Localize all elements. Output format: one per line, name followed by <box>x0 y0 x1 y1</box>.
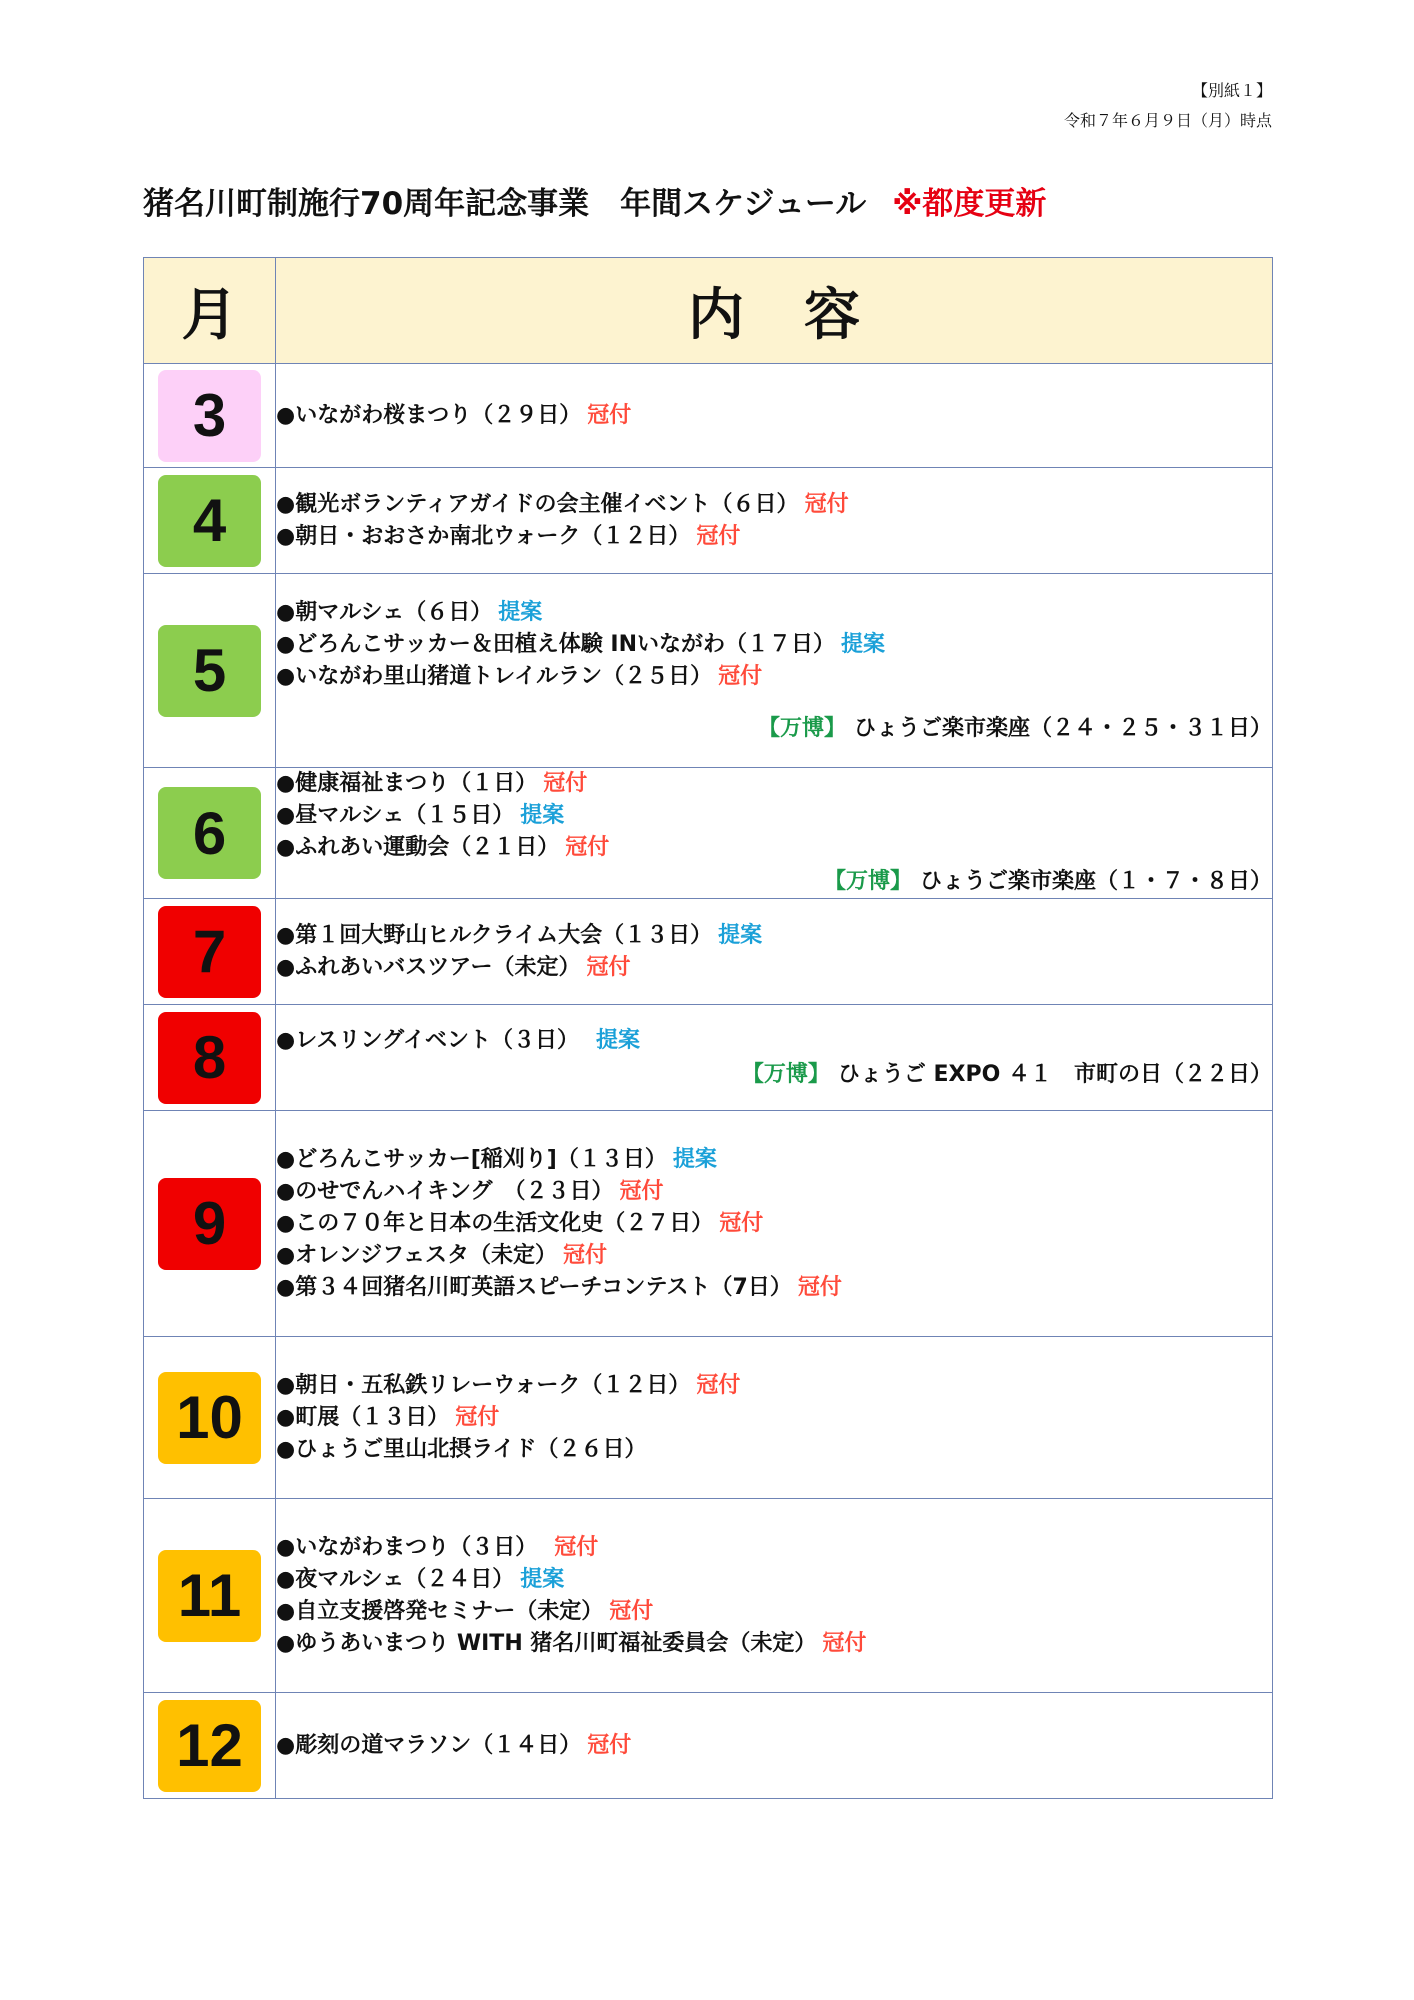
event-text: ●彫刻の道マラソン（１４日） <box>276 1732 582 1758</box>
event-text: ●いながわ桜まつり（２９日） <box>276 402 582 428</box>
content-cell <box>276 574 1273 768</box>
month-cell <box>144 768 276 899</box>
kanmuri-tag: 冠付 <box>719 1210 764 1236</box>
header-row <box>144 258 1273 364</box>
content-cell <box>276 468 1273 574</box>
expo-event <box>276 1059 1272 1091</box>
schedule-row <box>144 1005 1273 1111</box>
content-cell <box>276 1499 1273 1693</box>
event-text: ●第１回大野山ヒルクライム大会（１３日） <box>276 922 713 948</box>
kanmuri-tag: 冠付 <box>804 491 849 517</box>
month-badge: 10 <box>158 1372 261 1464</box>
event-item <box>276 1730 1272 1762</box>
event-item <box>276 768 1272 800</box>
event-text: ●朝日・おおさか南北ウォーク（１２日） <box>276 523 691 549</box>
teian-tag: 提案 <box>672 1146 717 1172</box>
event-item <box>276 629 1272 661</box>
month-cell <box>144 1693 276 1799</box>
month-cell <box>144 899 276 1005</box>
schedule-body <box>144 258 1273 1799</box>
event-item <box>276 1025 1272 1057</box>
event-item <box>276 1434 1272 1466</box>
kanmuri-tag: 冠付 <box>797 1274 842 1300</box>
content-cell <box>276 899 1273 1005</box>
content-cell <box>276 1111 1273 1337</box>
expo-event <box>276 713 1272 745</box>
header-month: 月 <box>144 258 276 364</box>
schedule-row <box>144 468 1273 574</box>
month-badge: 8 <box>158 1012 261 1104</box>
month-badge: 11 <box>158 1550 261 1642</box>
content-cell <box>276 364 1273 468</box>
event-item <box>276 1208 1272 1240</box>
event-text: ●どろんこサッカー[稲刈り]（１３日） <box>276 1146 667 1172</box>
event-item <box>276 1402 1272 1434</box>
event-item <box>276 661 1272 693</box>
event-text: ●夜マルシェ（２４日） <box>276 1566 515 1592</box>
event-item <box>276 952 1272 984</box>
teian-tag: 提案 <box>498 599 543 625</box>
annex-date: 令和７年６月９日（月）時点 <box>1063 111 1272 130</box>
month-badge: 7 <box>158 906 261 998</box>
month-badge: 12 <box>158 1700 261 1792</box>
expo-label: 【万博】 <box>757 715 846 741</box>
teian-tag: 提案 <box>520 803 565 828</box>
event-item <box>276 400 1272 432</box>
event-item <box>276 1564 1272 1596</box>
event-item <box>276 1628 1272 1660</box>
event-text: ●朝マルシェ（６日） <box>276 599 493 625</box>
schedule-row <box>144 574 1273 768</box>
title-main: 猪名川町制施行70周年記念事業 年間スケジュール <box>143 186 867 222</box>
annex-block <box>1064 76 1272 136</box>
event-item <box>276 1272 1272 1304</box>
schedule-table <box>143 257 1273 1799</box>
event-text: ●ゆうあいまつり WITH 猪名川町福祉委員会（未定） <box>276 1630 817 1656</box>
month-cell <box>144 468 276 574</box>
title-note: ※都度更新 <box>892 186 1047 222</box>
event-item <box>276 489 1272 521</box>
month-cell <box>144 364 276 468</box>
event-text: ●いながわ里山猪道トレイルラン（２５日） <box>276 663 713 689</box>
event-text: ●自立支援啓発セミナー（未定） <box>276 1598 604 1624</box>
teian-tag: 提案 <box>841 631 886 657</box>
kanmuri-tag: 冠付 <box>696 523 741 549</box>
kanmuri-tag: 冠付 <box>718 663 763 689</box>
schedule-row <box>144 1111 1273 1337</box>
teian-tag: 提案 <box>718 922 763 948</box>
month-badge: 6 <box>158 787 261 879</box>
kanmuri-tag: 冠付 <box>543 771 588 796</box>
event-item <box>276 1240 1272 1272</box>
kanmuri-tag: 冠付 <box>587 1732 632 1758</box>
event-text: ●レスリングイベント（３日） <box>276 1027 590 1053</box>
event-text: ●朝日・五私鉄リレーウォーク（１２日） <box>276 1372 691 1398</box>
schedule-row <box>144 1693 1273 1799</box>
kanmuri-tag: 冠付 <box>619 1178 664 1204</box>
header-content: 内容 <box>276 258 1273 364</box>
event-item <box>276 832 1272 864</box>
content-cell <box>276 1693 1273 1799</box>
event-text: ●昼マルシェ（１５日） <box>276 803 515 828</box>
expo-event <box>276 866 1272 898</box>
schedule-row <box>144 1337 1273 1499</box>
expo-text: ひょうご EXPO ４１ 市町の日（２２日） <box>837 1061 1272 1087</box>
event-item <box>276 1532 1272 1564</box>
kanmuri-tag: 冠付 <box>822 1630 867 1656</box>
content-cell <box>276 1337 1273 1499</box>
month-cell <box>144 1337 276 1499</box>
expo-label: 【万博】 <box>741 1061 830 1087</box>
event-item <box>276 1176 1272 1208</box>
month-cell <box>144 1499 276 1693</box>
annex-label: 【別紙１】 <box>1191 81 1272 100</box>
event-text: ●観光ボランティアガイドの会主催イベント（６日） <box>276 491 799 517</box>
month-badge: 3 <box>158 370 261 462</box>
month-cell <box>144 1005 276 1111</box>
event-item <box>276 597 1272 629</box>
event-text: ●健康福祉まつり（１日） <box>276 771 538 796</box>
kanmuri-tag: 冠付 <box>565 835 610 860</box>
event-item <box>276 800 1272 832</box>
event-item <box>276 521 1272 553</box>
schedule-row <box>144 899 1273 1005</box>
event-text: ●オレンジフェスタ（未定） <box>276 1242 557 1268</box>
teian-tag: 提案 <box>520 1566 565 1592</box>
event-text: ●ふれあいバスツアー（未定） <box>276 954 581 980</box>
teian-tag: 提案 <box>596 1027 641 1053</box>
event-text: ●町展（１３日） <box>276 1404 450 1430</box>
expo-text: ひょうご楽市楽座（１・７・８日） <box>919 869 1272 894</box>
kanmuri-tag: 冠付 <box>609 1598 654 1624</box>
content-cell <box>276 768 1273 899</box>
event-text: ●どろんこサッカー＆田植え体験 INいながわ（１７日） <box>276 631 836 657</box>
expo-label: 【万博】 <box>823 869 912 894</box>
kanmuri-tag: 冠付 <box>586 954 631 980</box>
kanmuri-tag: 冠付 <box>554 1534 599 1560</box>
schedule-row <box>144 364 1273 468</box>
event-text: ●のせでんハイキング （２３日） <box>276 1178 614 1204</box>
event-item <box>276 1144 1272 1176</box>
event-text: ●いながわまつり（３日） <box>276 1534 549 1560</box>
event-text: ●第３４回猪名川町英語スピーチコンテスト（7日） <box>276 1274 792 1300</box>
schedule-row <box>144 768 1273 899</box>
month-cell <box>144 574 276 768</box>
event-item <box>276 1370 1272 1402</box>
event-item <box>276 1596 1272 1628</box>
kanmuri-tag: 冠付 <box>696 1372 741 1398</box>
event-text: ●ふれあい運動会（２１日） <box>276 835 560 860</box>
expo-text: ひょうご楽市楽座（２４・２５・３１日） <box>853 715 1272 741</box>
month-cell <box>144 1111 276 1337</box>
event-item <box>276 920 1272 952</box>
kanmuri-tag: 冠付 <box>563 1242 608 1268</box>
month-badge: 4 <box>158 475 261 567</box>
event-text: ●ひょうご里山北摂ライド（２６日） <box>276 1436 647 1462</box>
kanmuri-tag: 冠付 <box>587 402 632 428</box>
month-badge: 5 <box>158 625 261 717</box>
kanmuri-tag: 冠付 <box>455 1404 500 1430</box>
schedule-row <box>144 1499 1273 1693</box>
content-cell <box>276 1005 1273 1111</box>
page-title <box>143 178 1046 223</box>
month-badge: 9 <box>158 1178 261 1270</box>
event-text: ●この７０年と日本の生活文化史（２７日） <box>276 1210 714 1236</box>
